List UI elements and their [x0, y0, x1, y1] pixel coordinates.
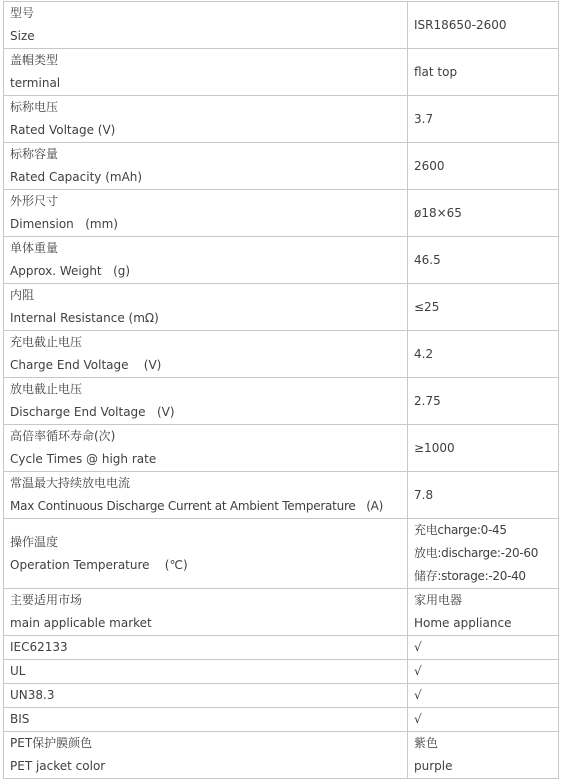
spec-table: [3, 1, 559, 779]
spec-value-line: 储存:storage:-20-40: [414, 569, 526, 583]
table-row: [4, 2, 559, 49]
spec-label-cell: [4, 732, 408, 779]
spec-label-en: PET jacket color: [10, 759, 106, 773]
spec-label-en: Dimension (mm): [10, 217, 118, 231]
table-row: [4, 732, 559, 779]
spec-sheet: [3, 1, 558, 779]
table-row: [4, 378, 559, 425]
table-row: [4, 684, 559, 708]
spec-label-cell: [4, 519, 408, 589]
spec-label-cell: [4, 472, 408, 519]
spec-label-cn: 标称电压: [10, 100, 59, 114]
spec-label: UN38.3: [4, 684, 408, 708]
spec-value-line: 紫色: [414, 736, 439, 750]
spec-label-cn: 标称容量: [10, 147, 59, 161]
spec-label-cell: [4, 378, 408, 425]
spec-label-cn: 高倍率循环寿命(次): [10, 429, 116, 443]
spec-label-en: Charge End Voltage (V): [10, 358, 162, 372]
spec-label-cell: [4, 96, 408, 143]
spec-label-cn: 操作温度: [10, 534, 59, 549]
spec-label-en: Operation Temperature (℃): [10, 557, 188, 572]
spec-value-cell: [408, 732, 559, 779]
spec-label-cn: 型号: [10, 6, 35, 20]
spec-label-cn: 放电截止电压: [10, 382, 83, 396]
spec-label-cell: [4, 331, 408, 378]
spec-value-line: 家用电器: [414, 593, 463, 607]
spec-value-line: Home appliance: [414, 616, 512, 630]
spec-label-cell: [4, 425, 408, 472]
spec-value: 2600: [408, 143, 559, 190]
spec-label-en: Internal Resistance (mΩ): [10, 311, 159, 325]
spec-value: ø18×65: [408, 190, 559, 237]
table-row: [4, 237, 559, 284]
spec-value: ≥1000: [408, 425, 559, 472]
spec-label: IEC62133: [4, 636, 408, 660]
table-row: [4, 331, 559, 378]
spec-label-cell: [4, 284, 408, 331]
table-row: [4, 472, 559, 519]
spec-value: √: [408, 636, 559, 660]
spec-label-cn: 内阻: [10, 288, 35, 302]
spec-value: 7.8: [408, 472, 559, 519]
spec-label-en: Rated Capacity (mAh): [10, 170, 143, 184]
spec-value: 2.75: [408, 378, 559, 425]
table-row: [4, 96, 559, 143]
table-row: [4, 284, 559, 331]
spec-value-cell: [408, 589, 559, 636]
spec-label-en: Cycle Times @ high rate: [10, 452, 157, 466]
table-row: [4, 190, 559, 237]
spec-label-en: Rated Voltage (V): [10, 123, 116, 137]
table-row: [4, 519, 559, 589]
spec-value: ≤25: [408, 284, 559, 331]
spec-label-en: Discharge End Voltage (V): [10, 405, 175, 419]
spec-label-cn: 常温最大持续放电电流: [10, 476, 131, 490]
table-row: [4, 49, 559, 96]
spec-value: √: [408, 684, 559, 708]
spec-label-en: main applicable market: [10, 616, 152, 630]
spec-label-cell: [4, 49, 408, 96]
table-row: [4, 589, 559, 636]
spec-value: √: [408, 708, 559, 732]
spec-label-cn: 盖帽类型: [10, 53, 59, 67]
spec-label-en: Approx. Weight (g): [10, 264, 131, 278]
table-row: [4, 660, 559, 684]
table-row: [4, 143, 559, 190]
spec-label: UL: [4, 660, 408, 684]
table-row: [4, 425, 559, 472]
spec-label-cn: 主要适用市场: [10, 593, 83, 607]
spec-label-en: Max Continuous Discharge Current at Ambient Temperature (A): [10, 499, 384, 513]
spec-label-cell: [4, 237, 408, 284]
spec-value-line: 放电:discharge:-20-60: [414, 546, 539, 560]
spec-label-cn: 充电截止电压: [10, 335, 83, 349]
spec-label: BIS: [4, 708, 408, 732]
spec-value-cell: [408, 519, 559, 589]
spec-value: √: [408, 660, 559, 684]
spec-label-cn: 单体重量: [10, 241, 59, 255]
spec-label-cn: 外形尺寸: [10, 194, 59, 208]
spec-label-cell: [4, 2, 408, 49]
spec-label-cell: [4, 589, 408, 636]
spec-value: 4.2: [408, 331, 559, 378]
spec-value-line: 充电charge:0-45: [414, 523, 507, 537]
spec-label-cell: [4, 190, 408, 237]
spec-label-en: Size: [10, 29, 35, 43]
spec-value: ISR18650-2600: [408, 2, 559, 49]
table-row: [4, 708, 559, 732]
spec-value: flat top: [408, 49, 559, 96]
spec-label-cn: PET保护膜颜色: [10, 736, 93, 750]
spec-value: 3.7: [408, 96, 559, 143]
spec-value: 46.5: [408, 237, 559, 284]
spec-value-line: purple: [414, 759, 453, 773]
spec-label-en: terminal: [10, 76, 61, 90]
spec-label-cell: [4, 143, 408, 190]
table-row: [4, 636, 559, 660]
